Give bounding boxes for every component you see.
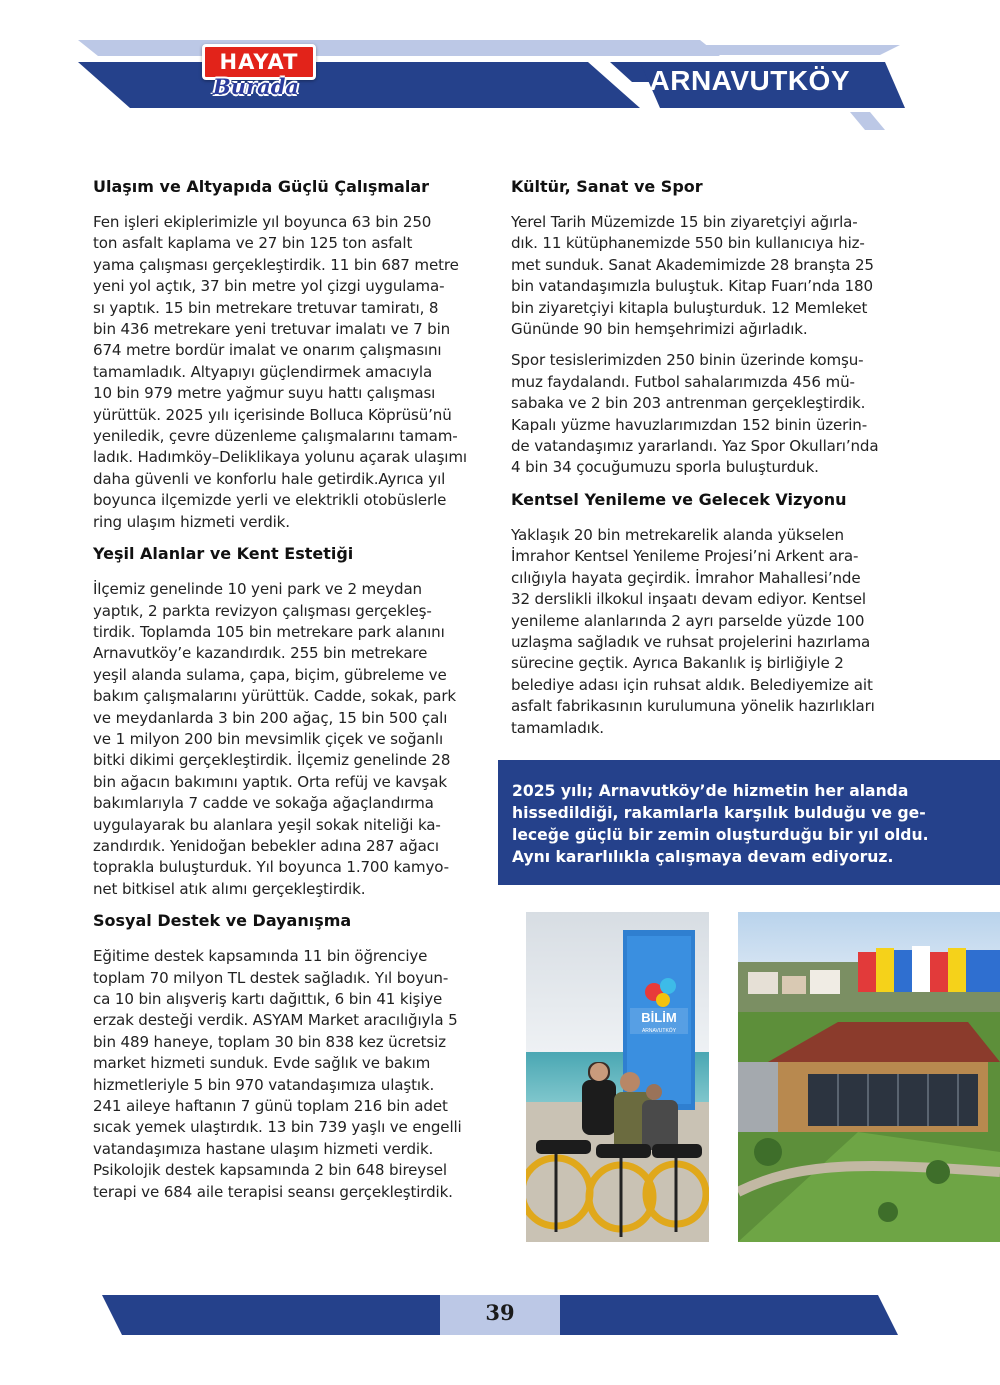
section-body: Yerel Tarih Müzemizde 15 bin ziyaretçiyi ağırla- dık. 11 kütüphanemizde 550 bin kullanıcıya hiz- met sunduk. Sanat Akademimizde 28 branşta 25 bin vatandaşımızla buluştuk. Kitap Fuarı’nda 180 bin ziyaretçiyi kitapla buluşturduk. 12 Memleket Gününde 90 bin hemşehrimizi ağırladık. <box>511 213 874 339</box>
quote-line: 2025 yılı; Arnavutköy’de hizmetin her alanda <box>512 782 909 800</box>
section-heading: Kültür, Sanat ve Spor <box>511 177 703 196</box>
header-light-accent <box>850 112 885 130</box>
colorful-blocks <box>858 946 1000 992</box>
hayat-burada-logo <box>198 44 314 106</box>
section-heading: Sosyal Destek ve Dayanışma <box>93 911 352 931</box>
section-transport <box>93 176 493 533</box>
section-green-areas <box>93 543 493 900</box>
section-body: Yaklaşık 20 bin metrekarelik alanda yükselen İmrahor Kentsel Yenileme Projesi’ni Arkent ara- cılığıyla hayata geçirdik. İmrahor Mahallesi’nde 32 derslikli ilkokul inşaatı devam ediyor. Kentsel yenileme alanlarında 2 ayrı parselde yüzde 100 uzlaşma sağladık ve ruhsat projelerini hazırlama sürecine geçtik. Ayrıca Bakanlık iş birliğiyle 2 belediye adası için ruhsat aldık. Belediyemize ait asfalt fabrikasının kurulumuna yönelik hazırlıkları tamamladık. <box>511 525 875 737</box>
photo-bike-station <box>526 912 709 1242</box>
section-heading: Kentsel Yenileme ve Gelecek Vizyonu <box>511 489 847 509</box>
logo-bottom-text: Burada <box>213 74 299 99</box>
page-number: 39 <box>485 1300 515 1325</box>
header-right-light-stripe <box>700 45 900 55</box>
sign-subtitle: ARNAVUTKÖY <box>641 1028 677 1034</box>
quote-line: hissedildiği, rakamlarla karşılık bulduğu ve ge- <box>512 804 926 822</box>
footer-right-band <box>540 1295 898 1335</box>
section-social-support <box>93 910 493 1203</box>
highlight-quote-box <box>498 760 1000 885</box>
sign-title: BİLİM <box>641 1010 677 1025</box>
section-urban-renewal <box>511 489 911 739</box>
header-left-band <box>78 62 640 108</box>
section-heading: Yeşil Alanlar ve Kent Estetiği <box>93 544 354 564</box>
header-light-stripe <box>78 40 720 56</box>
footer-left-band <box>102 1295 460 1335</box>
bike-station-illustration <box>526 912 709 1242</box>
header-banner <box>0 0 1000 140</box>
right-column <box>511 176 911 749</box>
logo-top-text: HAYAT <box>202 44 316 80</box>
left-column <box>93 176 493 1213</box>
section-body: Spor tesislerimizden 250 binin üzerinde komşu- muz faydalandı. Futbol sahalarımızda 456 mü- sabaka ve 2 bin 203 antrenman gerçekleştirdik. Kapalı yüzme havuzlarımızdan 152 binin üzerin- de vatandaşımız yararlandı. Yaz Spor Okulları’nda 4 bin 34 çocuğumuzu sporla buluşturduk. <box>511 351 879 477</box>
quote-line: Aynı kararlılıkla çalışmaya devam ediyoruz. <box>512 848 894 866</box>
quote-line: leceğe güçlü bir zemin oluşturduğu bir yıl oldu. <box>512 826 929 844</box>
section-heading: Ulaşım ve Altyapıda Güçlü Çalışmalar <box>93 177 429 196</box>
page-header <box>0 0 1000 140</box>
building-illustration <box>738 912 1000 1242</box>
section-body: İlçemiz genelinde 10 yeni park ve 2 meydan yaptık, 2 parkta revizyon çalışması gerçekleş- tirdik. Toplamda 105 bin metrekare park alanını Arnavutköy’e kazandırdık. 255 bin metrekare yeşil alanda sulama, çapa, biçim, gübreleme ve bakım çalışmalarını yürüttük. Cadde, sokak, park ve meydanlarda 3 bin 200 ağaç, 15 bin 500 çalı ve 1 milyon 200 bin mevsimlik çiçek ve soğanlı bitki dikimi gerçekleştirdik. İlçemiz genelinde 28 bin ağacın bakımını yaptık. Orta refüj ve kavşak bakımlarıyla 7 cadde ve sokağa ağaçlandırma uygulayarak bu alanlara yeşil sokak niteliği ka- zandırdık. Yenidoğan bebekler adına 287 ağacı toprakla buluşturduk. Yıl boyunca 1.700 kamyo- net bitkisel atık alımı gerçekleştirdik. <box>93 580 456 898</box>
section-body: Fen işleri ekiplerimizle yıl boyunca 63 bin 250 ton asfalt kaplama ve 27 bin 125 ton asfalt yama çalışması gerçekleştirdik. 11 bin 687 metre yeni yol açtık, 37 bin metre yol çizgi uygulama- sı yaptık. 15 bin metrekare tretuvar tamiratı, 8 bin 436 metrekare yeni tretuvar imalatı ve 7 bin 674 metre bordür imalat ve onarım çalışmasını tamamladık. Altyapıyı güçlendirmek amacıyla 10 bin 979 metre yağmur suyu hattı çalışması yürüttük. 2025 yılı içerisinde Bolluca Köprüsü’nü yeniledik, çevre düzenleme çalışmalarını tamam- ladık. Hadımköy–Deliklikaya yolunu açarak ulaşımı daha güvenli ve konforlu hale getirdik.Ayrıca yıl boyunca ilçemizde yerli ve elektrikli otobüslerle ring ulaşım hizmeti verdik. <box>93 213 467 531</box>
section-body: Eğitime destek kapsamında 11 bin öğrenciye toplam 70 milyon TL destek sağladık. Yıl boyun- ca 10 bin alışveriş kartı dağıttık, 6 bin 41 kişiye erzak desteği verdik. ASYAM Market aracılığıyla 5 bin 489 haneye, toplam 30 bin 838 kez ücretsiz market hizmeti sunduk. Evde sağlık ve bakım hizmetleriyle 5 bin 970 vatandaşımıza ulaştık. 241 aileye haftanın 7 günü toplam 216 bin adet sıcak yemek ulaştırdık. 13 bin 739 yaşlı ve engelli vatandaşımıza hastane ulaşım hizmeti verdik. Psikolojik destek kapsamında 2 bin 648 bireysel terapi ve 684 aile terapisi seansı gerçekleştirdik. <box>93 947 462 1201</box>
district-title: ARNAVUTKÖY <box>649 65 850 96</box>
photo-building-garden <box>738 912 1000 1242</box>
header-right-tip <box>885 62 905 108</box>
section-culture-sport <box>511 176 911 479</box>
